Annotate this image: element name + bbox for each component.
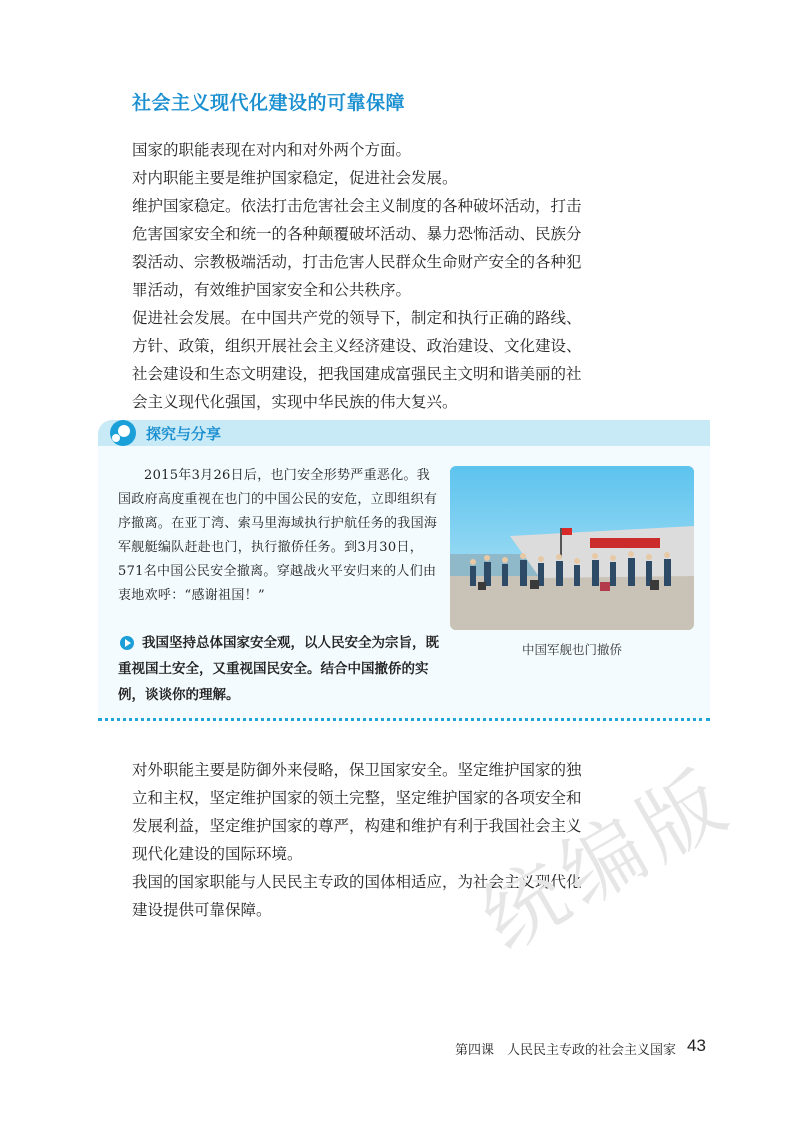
photo-illustration <box>450 466 694 630</box>
story-text: 2015年3月26日后，也门安全形势严重恶化。我国政府高度重视在也门的中国公民的安危，立即组织有序撤离。在亚丁湾、索马里海域执行护航任务的我国海军舰艇编队赶赴也门，执行撤侨任务。到3月30日，571名中国公民安全撤离。穿越战火平安归来的人们由衷地欢呼：“感谢祖国！” <box>118 468 438 603</box>
discussion-prompt: 我国坚持总体国家安全观，以人民安全为宗旨，既重视国土安全，又重视国民安全。结合中国撤侨的实例，谈谈你的理解。 <box>118 635 439 703</box>
footer-lesson-title: 第四课 人民民主专政的社会主义国家 <box>455 1043 677 1058</box>
photo-caption: 中国军舰也门撤侨 <box>521 642 622 657</box>
dotted-divider <box>98 718 710 721</box>
box-header-label: 探究与分享 <box>146 425 222 443</box>
page-number: 43 <box>687 1036 706 1055</box>
watermark: 统编版 <box>466 751 748 969</box>
explore-icon <box>110 420 136 446</box>
paragraph: 对外职能主要是防御外来侵略，保卫国家安全。坚定维护国家的独立和主权，坚定维护国家的领土完整，坚定维护国家的各项安全和发展利益，坚定维护国家的尊严，构建和维护有利于我国社会主义现代化建设的国际环境。 <box>132 761 582 863</box>
body-text-top <box>132 136 582 416</box>
paragraph: 国家的职能表现在对内和对外两个方面。 <box>132 141 412 159</box>
explore-share-box <box>98 420 712 722</box>
paragraph: 我国的国家职能与人民民主专政的国体相适应，为社会主义现代化建设提供可靠保障。 <box>132 873 582 919</box>
box-header <box>98 420 710 446</box>
section-title: 社会主义现代化建设的可靠保障 <box>132 92 406 114</box>
paragraph: 促进社会发展。在中国共产党的领导下，制定和执行正确的路线、方针、政策，组织开展社会主义经济建设、政治建设、文化建设、社会建设和生态文明建设，把我国建成富强民主文明和谐美丽的社会主义现代化强国，实现中华民族的伟大复兴。 <box>132 309 582 411</box>
paragraph: 维护国家稳定。依法打击危害社会主义制度的各种破坏活动，打击危害国家安全和统一的各种颠覆破坏活动、暴力恐怖活动、民族分裂活动、宗教极端活动，打击危害人民群众生命财产安全的各种犯罪活动，有效维护国家安全和公共秩序。 <box>132 197 582 299</box>
paragraph: 对内职能主要是维护国家稳定，促进社会发展。 <box>132 169 458 187</box>
evacuation-photo <box>450 466 694 630</box>
